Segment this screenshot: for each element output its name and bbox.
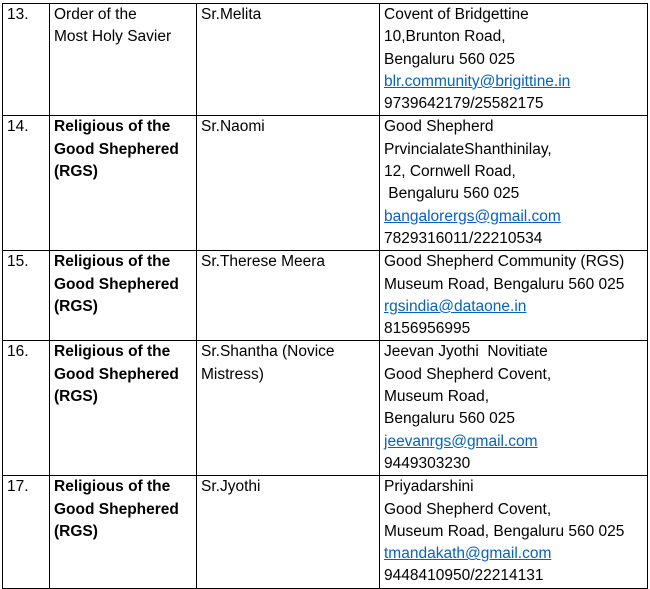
phone-number: 7829316011/22210534 (384, 229, 543, 247)
organization-line: Most Holy Savier (54, 28, 172, 46)
address-line: Good Shepherd Community (RGS) (384, 253, 625, 271)
row-number: 16. (3, 341, 50, 476)
organization-line: Good Shephered (54, 365, 179, 383)
address-line: PrvincialateShanthinilay, (384, 140, 552, 158)
contact-name: Sr.Naomi (201, 118, 265, 136)
phone-number: 9448410950/22214131 (384, 567, 544, 585)
table-row (3, 4, 648, 116)
organization-line: Good Shephered (54, 140, 179, 158)
organization-cell (50, 476, 197, 588)
table-row (3, 476, 648, 588)
address-line: Good Shepherd (384, 118, 494, 136)
organization-cell (50, 341, 197, 476)
organization-cell (50, 116, 197, 251)
address-line: Museum Road, Bengaluru 560 025 (384, 522, 625, 540)
email-link[interactable]: rgsindia@dataone.in (384, 297, 527, 315)
organization-line: Religious of the (54, 343, 171, 361)
organization-line: (RGS) (54, 297, 98, 315)
address-line: Jeevan Jyothi Novitiate (384, 343, 548, 361)
contact-cell (197, 116, 380, 251)
address-line: Bengaluru 560 025 (384, 410, 516, 428)
row-number: 17. (3, 476, 50, 588)
contact-name: Sr.Jyothi (201, 478, 261, 496)
address-cell (380, 251, 648, 341)
email-link[interactable]: tmandakath@gmail.com (384, 545, 552, 563)
address-cell (380, 116, 648, 251)
address-line: Museum Road, (384, 388, 490, 406)
contact-name: Sr.Melita (201, 6, 262, 23)
phone-number: 9449303230 (384, 454, 471, 472)
address-line: Bengaluru 560 025 (384, 185, 520, 203)
row-number: 13. (3, 4, 50, 116)
organization-line: (RGS) (54, 163, 98, 181)
row-number: 15. (3, 251, 50, 341)
organization-line: Religious of the (54, 478, 171, 496)
contact-name: Mistress) (201, 365, 264, 383)
organization-line: Order of the (54, 6, 137, 23)
organization-cell (50, 4, 197, 116)
address-line: Good Shepherd Covent, (384, 365, 552, 383)
address-line: Good Shepherd Covent, (384, 500, 552, 518)
address-line: Covent of Bridgettine (384, 6, 529, 23)
email-link[interactable]: jeevanrgs@gmail.com (384, 432, 538, 450)
row-number: 14. (3, 116, 50, 251)
contact-cell (197, 251, 380, 341)
address-line: Priyadarshini (384, 478, 474, 496)
address-cell (380, 4, 648, 116)
contact-cell (197, 476, 380, 588)
address-line: 10,Brunton Road, (384, 28, 506, 46)
address-line: Museum Road, Bengaluru 560 025 (384, 275, 625, 293)
address-line: 12, Cornwell Road, (384, 163, 516, 181)
directory-table (2, 3, 648, 589)
organization-cell (50, 251, 197, 341)
email-link[interactable]: bangalorergs@gmail.com (384, 207, 561, 225)
contact-name: Sr.Shantha (Novice (201, 343, 335, 361)
organization-line: Good Shephered (54, 275, 179, 293)
table-row (3, 341, 648, 476)
organization-line: Good Shephered (54, 500, 179, 518)
organization-line: (RGS) (54, 388, 98, 406)
organization-line: Religious of the (54, 118, 171, 136)
table-row (3, 116, 648, 251)
phone-number: 8156956995 (384, 320, 471, 338)
table-row (3, 251, 648, 341)
address-cell (380, 476, 648, 588)
contact-cell (197, 4, 380, 116)
email-link[interactable]: blr.community@brigittine.in (384, 72, 571, 90)
organization-line: Religious of the (54, 253, 171, 271)
address-line: Bengaluru 560 025 (384, 50, 516, 68)
phone-number: 9739642179/25582175 (384, 95, 544, 113)
organization-line: (RGS) (54, 522, 98, 540)
contact-name: Sr.Therese Meera (201, 253, 326, 271)
contact-cell (197, 341, 380, 476)
address-cell (380, 341, 648, 476)
